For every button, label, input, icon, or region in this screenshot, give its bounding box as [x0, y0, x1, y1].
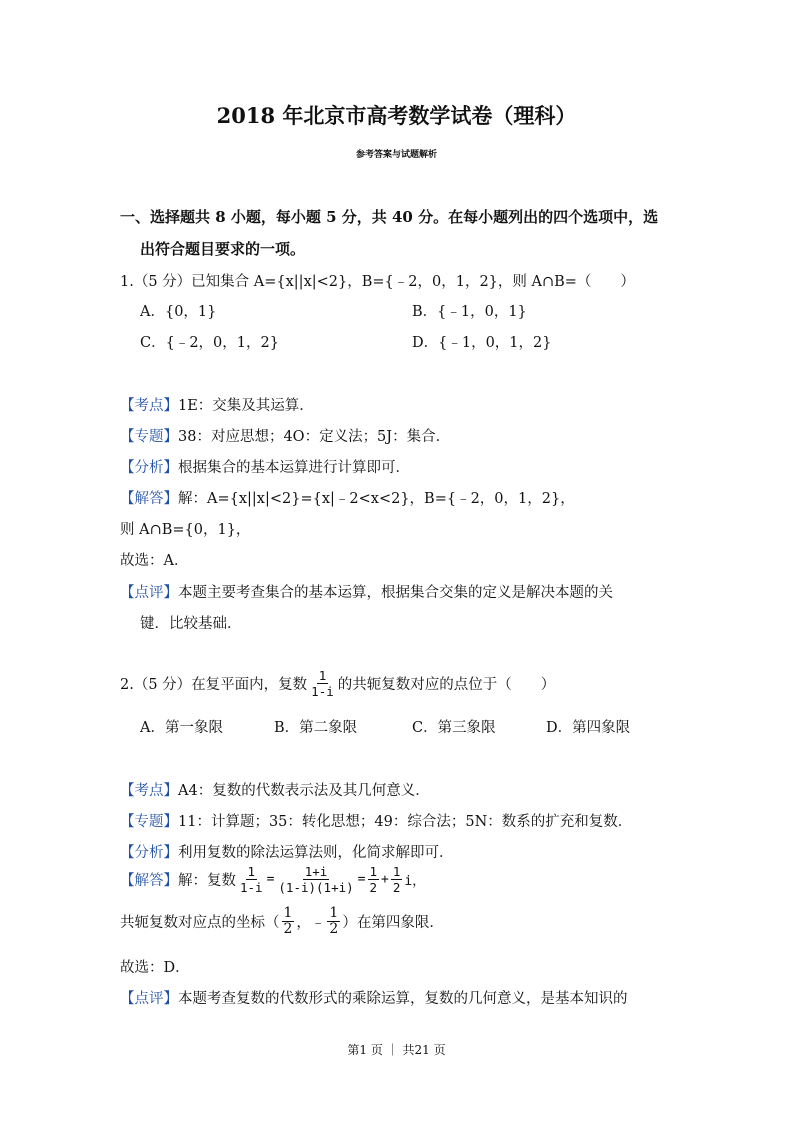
q2-kaodian-text: A4：复数的代数表示法及其几何意义．	[178, 783, 430, 799]
frac-numerator: 1	[283, 905, 293, 921]
q2-option-a: A．第一象限	[140, 720, 223, 736]
coord-post: ）在第四象限．	[342, 915, 444, 931]
section-heading-line2: 出符合题目要求的一项。	[140, 240, 306, 258]
q1-dianping	[120, 581, 613, 602]
q1-jieda-text: 解：A={x||x|<2}={x|﹣2<x<2}，B={﹣2，0，1，2}，	[178, 491, 575, 507]
q2-jieda	[120, 864, 425, 895]
coord-mid: ，﹣	[296, 915, 326, 931]
kaodian-tag: 【考点】	[120, 398, 178, 414]
q1-fenxi-text: 根据集合的基本运算进行计算即可．	[178, 460, 410, 476]
jieda-tag: 【解答】	[120, 491, 178, 507]
frac-numerator: 1	[392, 864, 401, 879]
q1-jieda-line2: 则 A∩B={0，1}，	[120, 522, 251, 538]
q1-stem: 1.（5 分）已知集合 A={x||x|<2}，B={﹣2，0，1，2}，则 A∩B=（ ）	[120, 274, 635, 290]
zhuanti-tag: 【专题】	[120, 814, 178, 830]
coord-fraction-2	[327, 906, 340, 937]
frac-denominator: 1-i	[311, 684, 334, 699]
q2-kaodian	[120, 779, 430, 800]
frac-denominator: 1-i	[240, 880, 263, 895]
q2-dianping-text: 本题考查复数的代数形式的乘除运算，复数的几何意义，是基本知识的	[178, 991, 628, 1007]
q1-jieda	[120, 487, 575, 508]
q1-zhuanti	[120, 425, 450, 446]
frac-denominator: (1-i)(1+i)	[278, 880, 354, 895]
q1-kaodian	[120, 394, 314, 415]
q1-dianping-line2: 键．比较基础．	[140, 616, 242, 632]
page-subtitle: 参考答案与试题解析	[355, 150, 437, 160]
q2-stem-pre: 2.（5 分）在复平面内，复数	[120, 677, 308, 693]
q2-fenxi	[120, 841, 454, 862]
q2-jieda-pre: 解：复数	[178, 873, 236, 889]
frac-denominator: 2	[329, 921, 339, 937]
frac-denominator: 2	[369, 880, 378, 895]
q2-answer: 故选：D．	[120, 960, 190, 976]
q2-option-b: B．第二象限	[274, 720, 358, 736]
fraction-4	[391, 864, 403, 895]
frac-denominator: 2	[283, 921, 293, 937]
frac-numerator: 1+i	[304, 864, 328, 879]
q1-option-d: D．{﹣1，0，1，2}	[412, 335, 552, 351]
frac-denominator: 2	[392, 880, 401, 895]
q1-dianping-text: 本题主要考查集合的基本运算，根据集合交集的定义是解决本题的关	[178, 585, 613, 601]
coord-pre: 共轭复数对应点的坐标（	[120, 915, 280, 931]
fraction-3	[368, 864, 380, 895]
q1-zhuanti-text: 38：对应思想；4O：定义法；5J：集合．	[178, 429, 451, 445]
q2-coordinate-line	[120, 906, 444, 937]
zhuanti-tag: 【专题】	[120, 429, 178, 445]
kaodian-tag: 【考点】	[120, 783, 178, 799]
dianping-tag: 【点评】	[120, 991, 178, 1007]
q2-fenxi-text: 利用复数的除法运算法则，化简求解即可．	[178, 845, 454, 861]
plus-sign: +	[381, 872, 389, 887]
q1-option-c: C．{﹣2，0，1，2}	[140, 335, 279, 351]
page-title: 2018 年北京市高考数学试卷（理科）	[216, 103, 577, 128]
fenxi-tag: 【分析】	[120, 845, 178, 861]
fraction-1	[238, 864, 265, 895]
q1-fenxi	[120, 456, 410, 477]
fenxi-tag: 【分析】	[120, 460, 178, 476]
q2-stem	[120, 668, 555, 699]
q2-jieda-tail: i，	[404, 874, 426, 889]
q1-answer: 故选：A．	[120, 553, 189, 569]
equals-sign: =	[266, 872, 275, 887]
q2-option-d: D．第四象限	[546, 720, 631, 736]
page-footer: 第1 页 ｜ 共21 页	[347, 1043, 446, 1057]
q2-fraction	[309, 668, 336, 699]
q2-dianping	[120, 987, 628, 1008]
q2-option-c: C．第三象限	[412, 720, 496, 736]
q1-option-a: A．{0，1}	[140, 304, 217, 320]
jieda-tag: 【解答】	[120, 873, 178, 889]
frac-numerator: 1	[369, 864, 378, 879]
equals-sign: =	[357, 872, 366, 887]
q2-stem-post: 的共轭复数对应的点位于（ ）	[337, 677, 556, 693]
dianping-tag: 【点评】	[120, 585, 178, 601]
q1-kaodian-text: 1E：交集及其运算．	[178, 398, 314, 414]
section-heading-line1: 一、选择题共 8 小题，每小题 5 分，共 40 分。在每小题列出的四个选项中，选	[120, 208, 659, 226]
q2-zhuanti	[120, 810, 632, 831]
frac-numerator: 1	[329, 905, 339, 921]
frac-numerator: 1	[247, 864, 256, 879]
fraction-2	[276, 864, 355, 895]
frac-numerator: 1	[318, 668, 327, 683]
q1-option-b: B．{﹣1，0，1}	[412, 304, 527, 320]
q2-zhuanti-text: 11：计算题；35：转化思想；49：综合法；5N：数系的扩充和复数．	[178, 814, 633, 830]
coord-fraction-1	[282, 906, 295, 937]
